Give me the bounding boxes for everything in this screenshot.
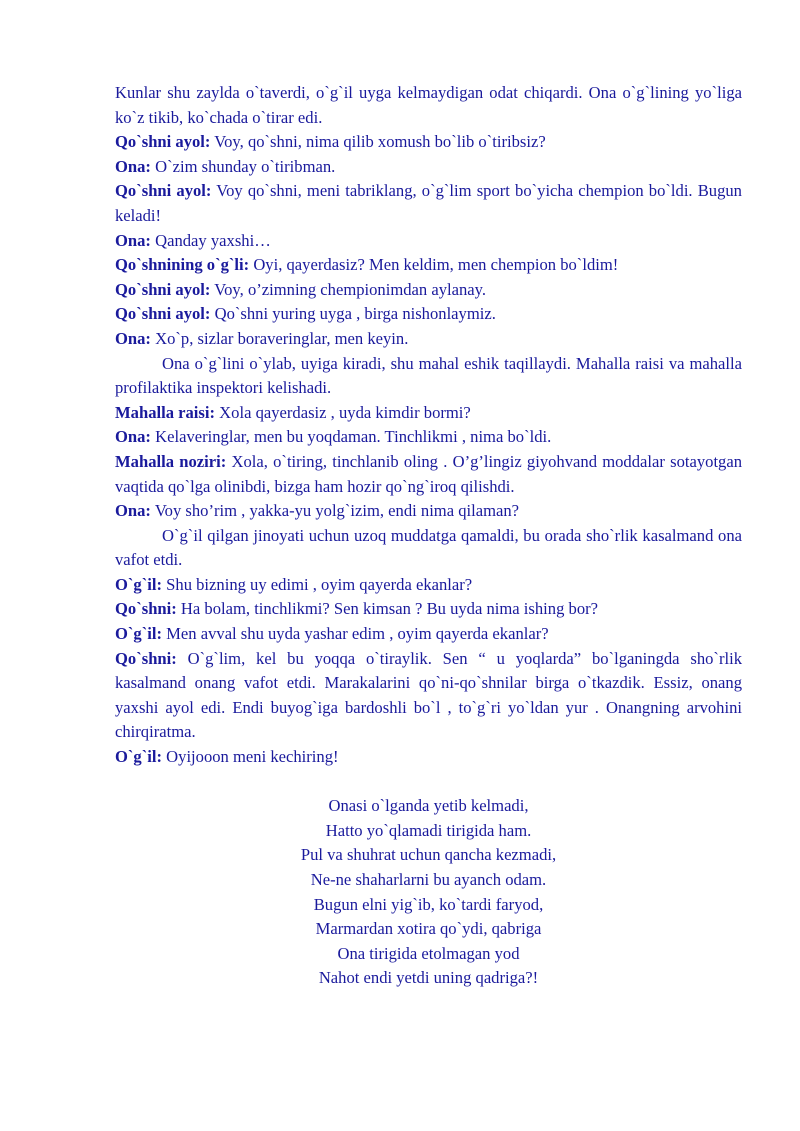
dialogue-text: O`g`lim, kel bu yoqqa o`tiraylik. Sen “ u yoqlarda” bo`lganingda sho`rlik kasalmand onang vafot etdi. Marakalarini qo`ni-qo`shnilar birga o`tkazdik. Essiz, onang yaxshi ayol edi. Endi buyog`iga bardoshli bo`l , to`g`ri yo`ldan yur . Onangning arvohini chirqiratma. xyxy=(115,648,742,742)
dialogue-line xyxy=(115,622,742,647)
dialogue-text: Oyi, qayerdasiz? Men keldim, men chempion bo`ldim! xyxy=(249,255,619,275)
dialogue-line xyxy=(115,229,742,254)
dialogue-text: Shu bizning uy edimi , oyim qayerda ekanlar? xyxy=(162,574,473,594)
dialogue-text: Kelaveringlar, men bu yoqdaman. Tinchlikmi , nima bo`ldi. xyxy=(150,427,552,447)
speaker-label: Ona: xyxy=(115,427,151,447)
poem-line: Ona tirigida etolmagan yod xyxy=(337,943,520,963)
speaker-label: O`g`il: xyxy=(115,624,163,644)
dialogue-text: Oyijooon meni kechiring! xyxy=(162,747,339,767)
blank-line xyxy=(115,770,742,795)
speaker-label: O`g`il: xyxy=(115,574,163,594)
poem-line: Onasi o`lganda yetib kelmadi, xyxy=(328,796,529,816)
poem-line: Bugun elni yig`ib, ko`tardi faryod, xyxy=(313,894,544,914)
dialogue-line xyxy=(115,302,742,327)
dialogue-line xyxy=(115,450,742,499)
speaker-label: Ona: xyxy=(115,156,151,176)
speaker-label: Ona: xyxy=(115,501,151,521)
dialogue-text: Qanday yaxshi… xyxy=(150,230,271,250)
dialogue-text: Voy qo`shni, meni tabriklang, o`g`lim sport bo`yicha chempion bo`ldi. Bugun keladi! xyxy=(115,181,742,225)
speaker-label: Qo`shnining o`g`li: xyxy=(115,255,250,275)
speaker-label: Qo`shni ayol: xyxy=(115,181,212,201)
dialogue-line xyxy=(115,597,742,622)
dialogue-line xyxy=(115,179,742,228)
dialogue-line xyxy=(115,327,742,352)
dialogue-line xyxy=(115,647,742,745)
dialogue-line xyxy=(115,573,742,598)
poem-line: Hatto yo`qlamadi tirigida ham. xyxy=(325,820,532,840)
dialogue-text: Voy sho’rim , yakka-yu yolg`izim, endi nima qilaman? xyxy=(150,501,520,521)
dialogue-text: Xola qayerdasiz , uyda kimdir bormi? xyxy=(215,402,471,422)
dialogue-line xyxy=(115,253,742,278)
dialogue-text: Men avval shu uyda yashar edim , oyim qayerda ekanlar? xyxy=(162,624,549,644)
narration-paragraph: Ona o`g`lini o`ylab, uyiga kiradi, shu mahal eshik taqillaydi. Mahalla raisi va mahalla profilaktika inspektori kelishadi. xyxy=(115,353,742,398)
dialogue-text: O`zim shunday o`tiribman. xyxy=(150,156,336,176)
speaker-label: Qo`shni ayol: xyxy=(115,132,211,152)
dialogue-text: Voy, o’zimning chempionimdan aylanay. xyxy=(210,279,487,299)
dialogue-line xyxy=(115,278,742,303)
narration-paragraph: O`g`il qilgan jinoyati uchun uzoq muddatga qamaldi, bu orada sho`rlik kasalmand ona vafot etdi. xyxy=(115,525,742,570)
speaker-label: Qo`shni: xyxy=(115,599,177,619)
dialogue-line xyxy=(115,155,742,180)
speaker-label: Qo`shni: xyxy=(115,648,177,668)
poem-line: Nahot endi yetdi uning qadriga?! xyxy=(318,968,539,988)
dialogue-line xyxy=(115,425,742,450)
dialogue-text: Qo`shni yuring uyga , birga nishonlaymiz. xyxy=(210,304,496,324)
speaker-label: Mahalla noziri: xyxy=(115,451,227,471)
speaker-label: Qo`shni ayol: xyxy=(115,304,211,324)
poem-line: Ne-ne shaharlarni bu ayanch odam. xyxy=(310,870,547,889)
poem xyxy=(115,794,742,991)
dialogue-line xyxy=(115,401,742,426)
dialogue-text: Xo`p, sizlar boraveringlar, men keyin. xyxy=(150,328,409,348)
poem-line: Pul va shuhrat uchun qancha kezmadi, xyxy=(300,845,557,865)
speaker-label: Ona: xyxy=(115,230,151,250)
speaker-label: Mahalla raisi: xyxy=(115,402,216,422)
dialogue-line xyxy=(115,499,742,524)
speaker-label: Ona: xyxy=(115,328,151,348)
dialogue-line xyxy=(115,130,742,155)
intro-paragraph: Kunlar shu zaylda o`taverdi, o`g`il uyga kelmaydigan odat chiqardi. Ona o`g`lining yo`liga ko`z tikib, ko`chada o`tirar edi. xyxy=(115,83,742,127)
dialogue-line xyxy=(115,745,742,770)
dialogue-text: Xola, o`tiring, tinchlanib oling . O’g’lingiz giyohvand moddalar sotayotgan vaqtida qo`lga olinibdi, bizga ham hozir qo`ng`iroq qilishdi. xyxy=(115,451,743,496)
document-body xyxy=(115,81,742,991)
dialogue-text: Voy, qo`shni, nima qilib xomush bo`lib o`tiribsiz? xyxy=(210,132,546,152)
speaker-label: Qo`shni ayol: xyxy=(115,279,211,299)
dialogue-text: Ha bolam, tinchlikmi? Sen kimsan ? Bu uyda nima ishing bor? xyxy=(176,599,599,619)
poem-line: Marmardan xotira qo`ydi, qabriga xyxy=(315,919,542,939)
speaker-label: O`g`il: xyxy=(115,747,163,767)
